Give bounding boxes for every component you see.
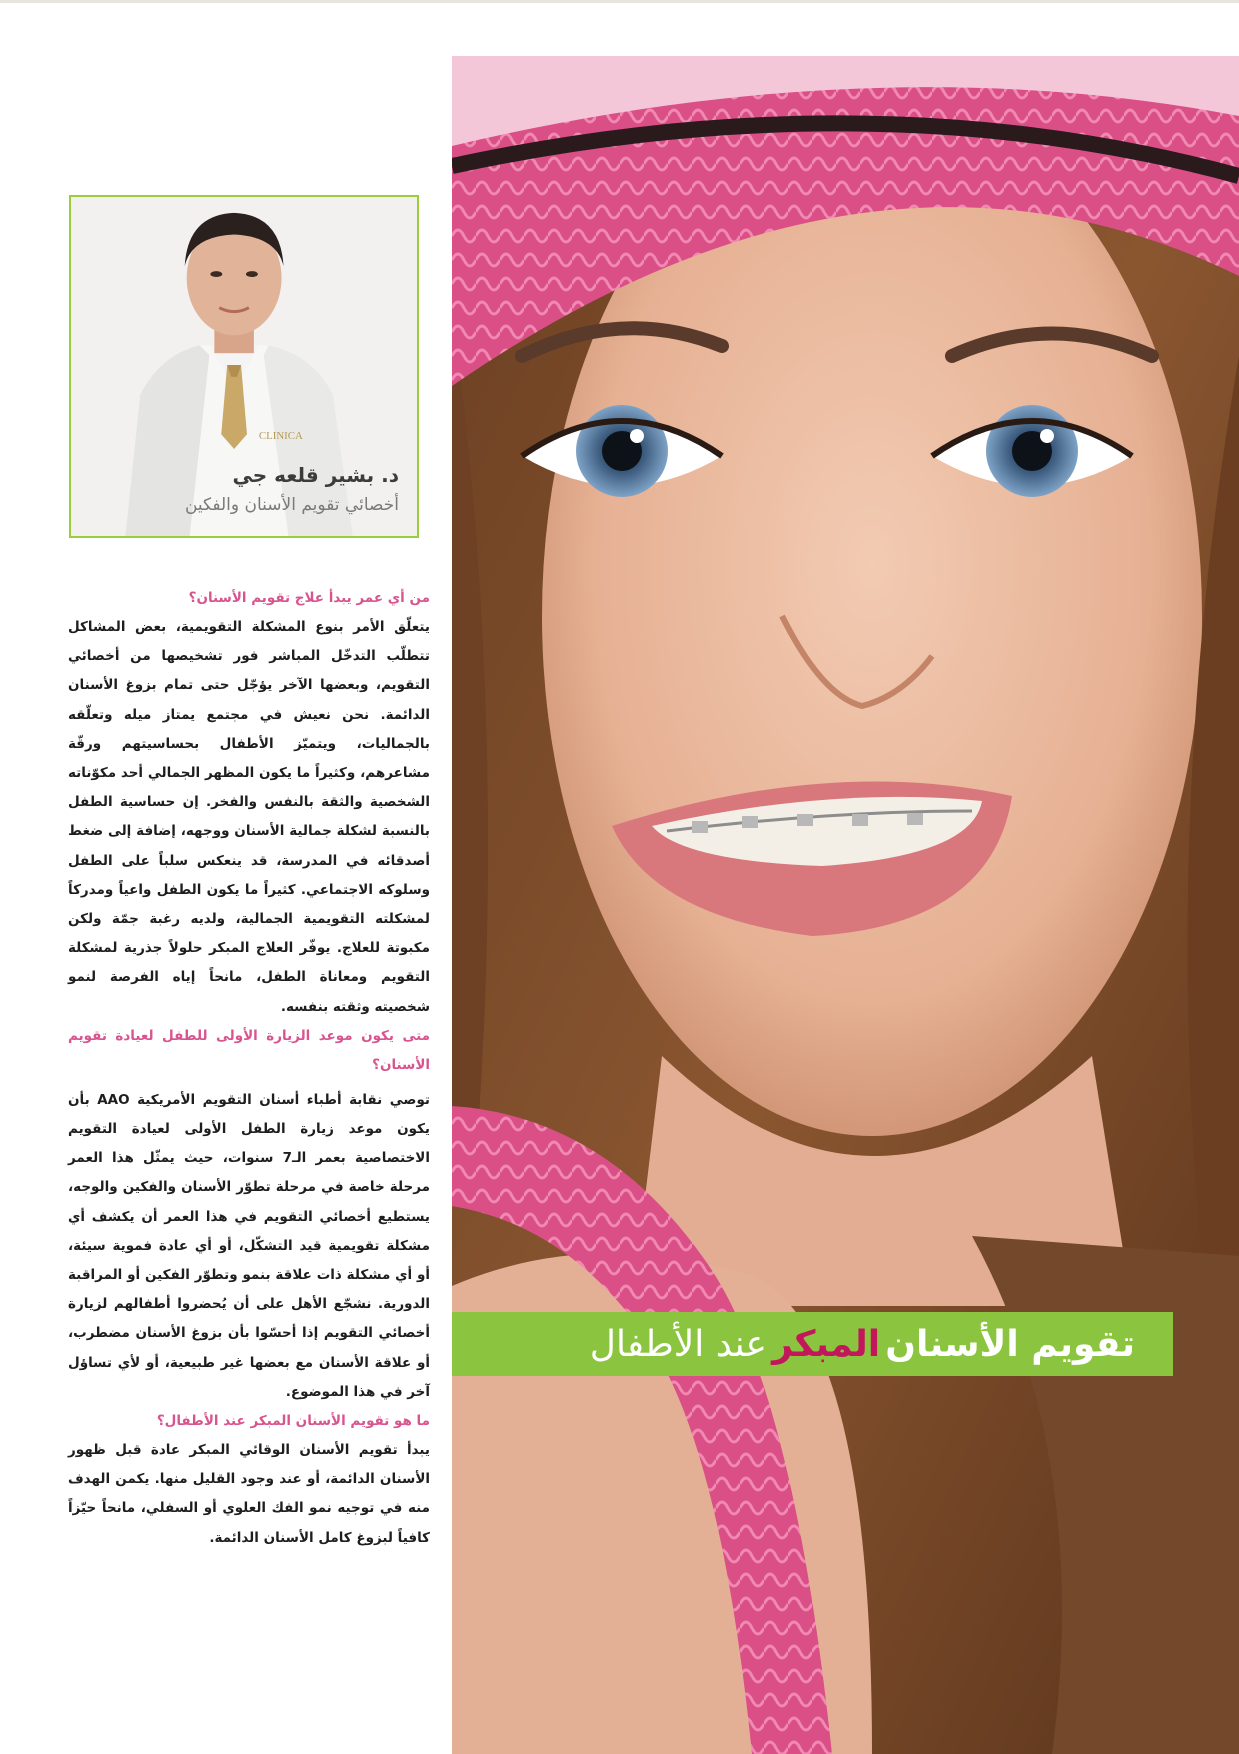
article-paragraph: توصي نقابة أطباء أسنان التقويم الأمريكية AAO بأن يكون موعد زيارة الطفل الأولى لعيادة التقويم الاختصاصية بعمر الـ7 سنوات، حيث يمثّل هذا العمر مرحلة خاصة في مرحلة تطوّر الأسنان والفكين والوجه، يستطيع أخصائي التقويم في هذا العمر أن يكشف أي مشكلة تقويمية قيد التشكّل، أو أي عادة فموية سيئة، أو أي مشكلة ذات علاقة بنمو وتطوّر الفكين أو المراقبة الدورية. نشجّع الأهل على أن يُحضروا أطفالهم لزيارة أخصائي التقويم إذا أحسّوا بأن بزوغ الأسنان مضطرب، أو علاقة الأسنان مع بعضها غير طبيعية، أو لأي تساؤل آخر في هذا الموضوع.	[68, 1091, 430, 1400]
question-heading: من أي عمر يبدأ علاج تقويم الأسنان؟	[188, 590, 430, 606]
headline-part1: تقويم الأسنان	[885, 1323, 1135, 1365]
question-heading: ما هو تقويم الأسنان المبكر عند الأطفال؟	[156, 1413, 430, 1430]
doctor-card	[69, 195, 419, 538]
question-heading: متى يكون موعد الزيارة الأولى للطفل لعيادة تقويم الأسنان؟	[68, 1027, 430, 1073]
top-rule	[0, 0, 1239, 3]
coat-logo: CLINICA	[258, 430, 303, 443]
headline-band	[452, 1312, 1173, 1376]
article-paragraph: يبدأ تقويم الأسنان الوقائي المبكر عادة قبل ظهور الأسنان الدائمة، أو عند وجود القليل منها. يكمن الهدف منه في توجيه نمو الفك العلوي أو السفلي، مانحاً حيّزاً كافياً لبزوغ كامل الأسنان الدائمة.	[68, 1442, 430, 1546]
hero-photo	[452, 56, 1239, 1754]
doctor-name: د. بشير قلعه جي	[232, 463, 399, 487]
article-column	[68, 584, 430, 1553]
headline-part2: المبكر	[772, 1323, 881, 1365]
doctor-title: أخصائي تقويم الأسنان والفكين	[184, 495, 399, 515]
girl-with-braces-illustration	[452, 56, 1239, 1754]
headline-part3: عند الأطفال	[589, 1323, 767, 1365]
article-paragraph: يتعلّق الأمر بنوع المشكلة التقويمية، بعض المشاكل تتطلّب التدخّل المباشر فور تشخيصها من أخصائي التقويم، وبعضها الآخر يؤجّل حتى تمام بزوغ الأسنان الدائمة. نحن نعيش في مجتمع يمتاز ميله وتعلّقه بالجماليات، ويتميّز الأطفال بحساسيتهم ورقّة مشاعرهم، وكثيراً ما يكون المظهر الجمالي أحد مكوّناته الشخصية والثقة بالنفس والفخر. إن حساسية الطفل بالنسبة لشكلة جمالية الأسنان ووجهه، إضافة إلى ضغط أصدقائه في المدرسة، قد ينعكس سلباً على الطفل وسلوكه الاجتماعي. كثيراً ما يكون الطفل واعياً ومدركاً لمشكلته التقويمية الجمالية، ولديه رغبة جمّة ولكن مكبوتة للعلاج. يوفّر العلاج المبكر حلولاً جذرية لمشكلة التقويم ومعاناة الطفل، مانحاً إياه الفرصة لنمو شخصيته وثقته بنفسه.	[68, 619, 430, 1015]
